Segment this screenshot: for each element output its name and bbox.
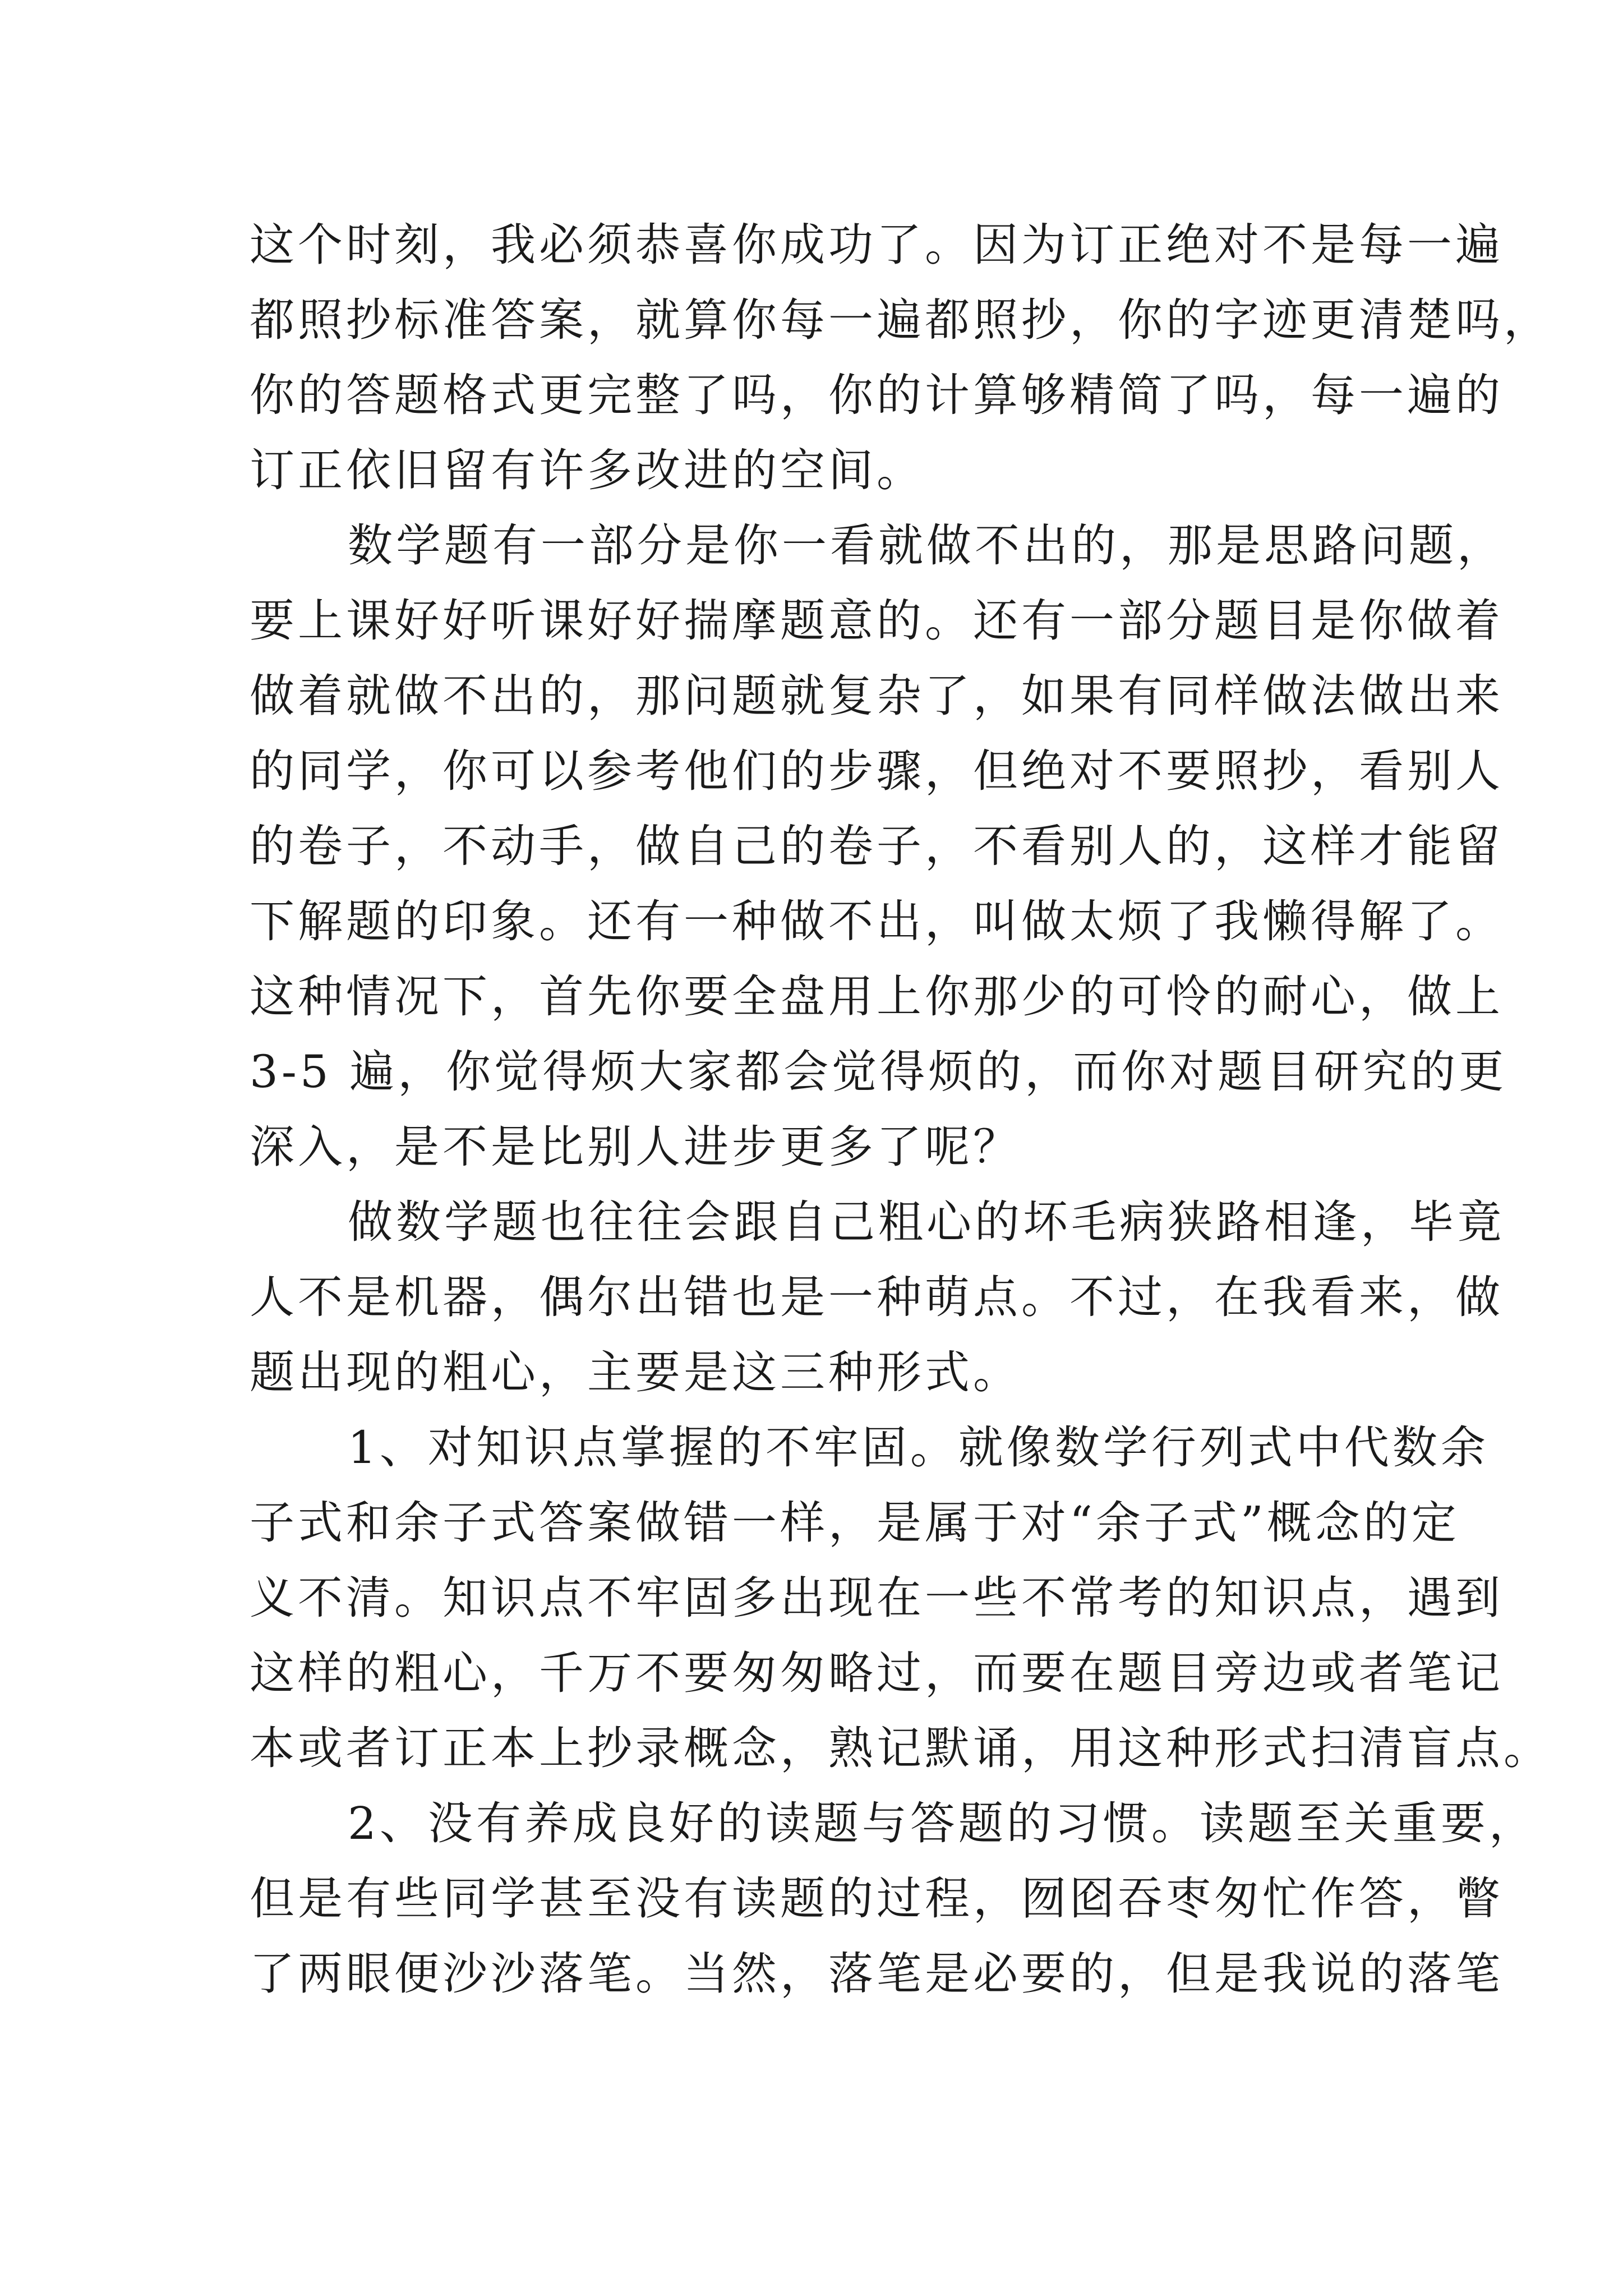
paragraph-first-line: 数学题有一部分是你一看就做不出的，那是思路问题， — [348, 519, 1505, 572]
text-line: 义不清。知识点不牢固多出现在一些不常考的知识点，遇到 — [250, 1572, 1504, 1624]
text-line: 但是有些同学甚至没有读题的过程，囫囵吞枣匆忙作答，瞥 — [250, 1872, 1504, 1925]
text-line: 子式和余子式答案做错一样，是属于对“余子式”概念的定 — [250, 1497, 1460, 1549]
body-text — [250, 208, 1552, 2012]
text-line: 这样的粗心，千万不要匆匆略过，而要在题目旁边或者笔记 — [250, 1647, 1504, 1699]
text-line: 做着就做不出的，那问题就复杂了，如果有同样做法做出来 — [250, 670, 1504, 722]
text-line: 要上课好好听课好好揣摩题意的。还有一部分题目是你做着 — [250, 595, 1504, 647]
text-line: 的卷子，不动手，做自己的卷子，不看别人的，这样才能留 — [250, 820, 1504, 872]
text-line: 人不是机器，偶尔出错也是一种萌点。不过，在我看来，做 — [250, 1271, 1504, 1323]
text-line: 题出现的粗心，主要是这三种形式。 — [250, 1346, 1021, 1398]
paragraph-first-line: 2、没有养成良好的读题与答题的习惯。读题至关重要， — [348, 1797, 1537, 1849]
paragraph-first-line: 1、对知识点掌握的不牢固。就像数学行列式中代数余 — [348, 1421, 1489, 1474]
text-line: 你的答题格式更完整了吗，你的计算够精简了吗，每一遍的 — [250, 369, 1504, 421]
text-line: 本或者订正本上抄录概念，熟记默诵，用这种形式扫清盲点。 — [250, 1722, 1552, 1774]
text-line: 下解题的印象。还有一种做不出，叫做太烦了我懒得解了。 — [250, 895, 1504, 947]
text-line: 3-5 遍，你觉得烦大家都会觉得烦的，而你对题目研究的更 — [250, 1046, 1507, 1098]
text-line: 这个时刻，我必须恭喜你成功了。因为订正绝对不是每一遍 — [250, 219, 1504, 271]
text-line: 这种情况下，首先你要全盘用上你那少的可怜的耐心，做上 — [250, 970, 1504, 1023]
text-line: 深入，是不是比别人进步更多了呢？ — [250, 1121, 1021, 1173]
text-line: 的同学，你可以参考他们的步骤，但绝对不要照抄，看别人 — [250, 745, 1504, 797]
paragraph-first-line: 做数学题也往往会跟自己粗心的坏毛病狭路相逢，毕竟 — [348, 1196, 1505, 1248]
text-line: 了两眼便沙沙落笔。当然，落笔是必要的，但是我说的落笔 — [250, 1948, 1504, 2000]
text-line: 都照抄标准答案，就算你每一遍都照抄，你的字迹更清楚吗， — [250, 294, 1552, 346]
text-line: 订正依旧留有许多改进的空间。 — [250, 444, 925, 496]
